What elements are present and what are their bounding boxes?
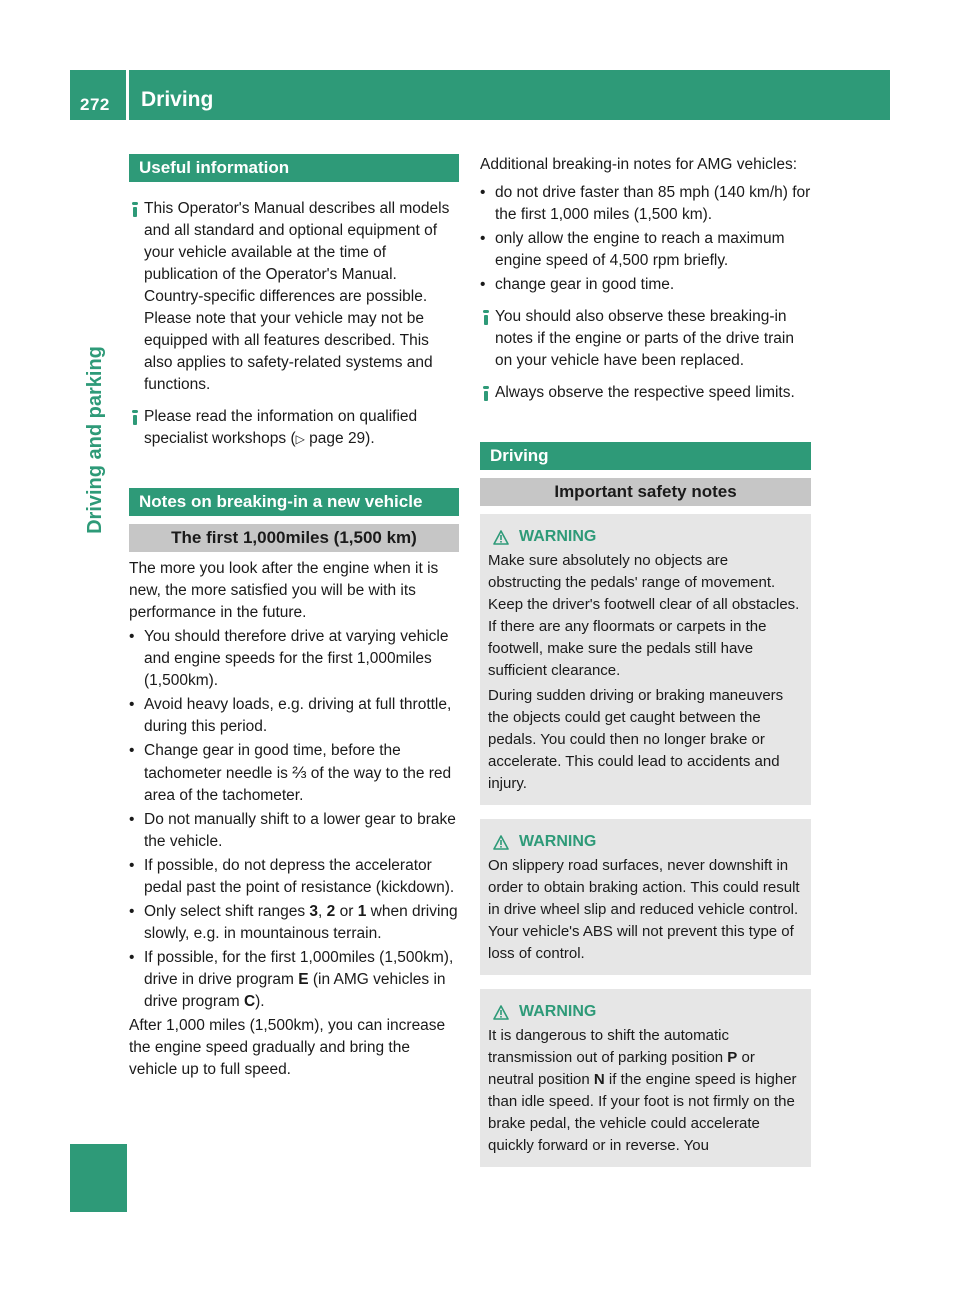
info-text: This Operator's Manual describes all models and all standard and optional equipment of your vehicle available at the time of publication of the Operator's Manual. Country-specific differences are possible. Please note that your vehicle may not be equipped with all features described. This also applies to safety-related systems and functions. [144,200,450,393]
warning-text: On slippery road surfaces, never downshift in order to obtain braking action. This could result in drive wheel slip and reduced vehicle control. Your vehicle's ABS will not prevent this type of loss of control. [488,857,800,962]
section-breaking-in: Notes on breaking-in a new vehicle [129,488,459,516]
list-item: • If possible, for the first 1,000miles (1,500km), drive in drive program E (in AMG vehicles in drive program C). [129,947,459,1013]
list-item: • change gear in good time. [480,274,811,296]
side-tab-label: Driving and parking [84,346,106,534]
list-item: • If possible, do not depress the accelerator pedal past the point of resistance (kickdown). [129,855,459,899]
amg-intro: Additional breaking-in notes for AMG vehicles: [480,156,798,173]
warning-box [480,989,811,1167]
list-item: • do not drive faster than 85 mph (140 km/h) for the first 1,000 miles (1,500 km). [480,182,811,226]
warning-triangle-icon [493,530,509,545]
warning-text: Make sure absolutely no objects are obstructing the pedals' range of movement. Keep the driver's footwell clear of all obstacles. If there are any floormats or carpets in the footwell, make sure the pedals still have sufficient clearance. During sudden driving or braking maneuvers the objects could get caught between the pedals. You could then no longer brake or accelerate. This could lead to accidents and injury. [488,552,800,792]
side-tab [84,320,114,560]
info-icon [129,201,142,217]
warning-box [480,819,811,975]
page-title: Driving [141,88,214,111]
page-number: 272 [80,95,110,114]
info-icon [129,409,142,425]
intro-paragraph: The more you look after the engine when it is new, the more satisfied you will be with its performance in the future. [129,560,439,621]
warning-triangle-icon [493,835,509,850]
header-divider [126,70,129,120]
warning-box [480,514,811,805]
section-useful-information: Useful information [129,154,459,182]
page-reference-link[interactable]: page 29). [304,430,375,447]
list-item: • Avoid heavy loads, e.g. driving at full throttle, during this period. [129,694,459,738]
info-note [129,198,459,396]
list-item: • You should therefore drive at varying vehicle and engine speeds for the first 1,000miles (1,500km). [129,626,459,692]
list-item: • Only select shift ranges 3, 2 or 1 when driving slowly, e.g. in mountainous terrain. [129,901,459,945]
section-driving: Driving [480,442,811,470]
list-item: • Change gear in good time, before the tachometer needle is ⅔ of the way to the red area of the tachometer. [129,740,459,807]
warning-header: WARNING [493,526,803,548]
list-item: • Do not manually shift to a lower gear to brake the vehicle. [129,809,459,853]
closing-paragraph: After 1,000 miles (1,500km), you can increase the engine speed gradually and bring the vehicle up to full speed. [129,1017,446,1078]
list-item: • only allow the engine to reach a maximum engine speed of 4,500 rpm briefly. [480,228,811,272]
side-tab-marker [70,1144,127,1212]
warning-text: It is dangerous to shift the automatic transmission out of parking position P or neutral position N if the engine speed is higher than idle speed. If your foot is not firmly on the brake pedal, the vehicle could accelerate quickly forward or in reverse. You [488,1027,797,1154]
info-icon [480,385,493,401]
subsection-safety-notes: Important safety notes [480,478,811,506]
right-column [480,154,811,1167]
info-note: You should also observe these breaking-in notes if the engine or parts of the drive train on your vehicle have been replaced. [480,306,811,372]
warning-triangle-icon [493,1005,509,1020]
subsection-first-miles: The first 1,000miles (1,500 km) [129,524,459,552]
info-note: Please read the information on qualified specialist workshops (▷ page 29). [129,406,459,450]
warning-header: WARNING [493,831,803,853]
info-note: Always observe the respective speed limits. [480,382,811,404]
page-reference-arrow-icon[interactable]: ▷ [295,432,305,446]
left-column [129,154,459,1081]
warning-header: WARNING [493,1001,803,1023]
info-icon [480,309,493,325]
